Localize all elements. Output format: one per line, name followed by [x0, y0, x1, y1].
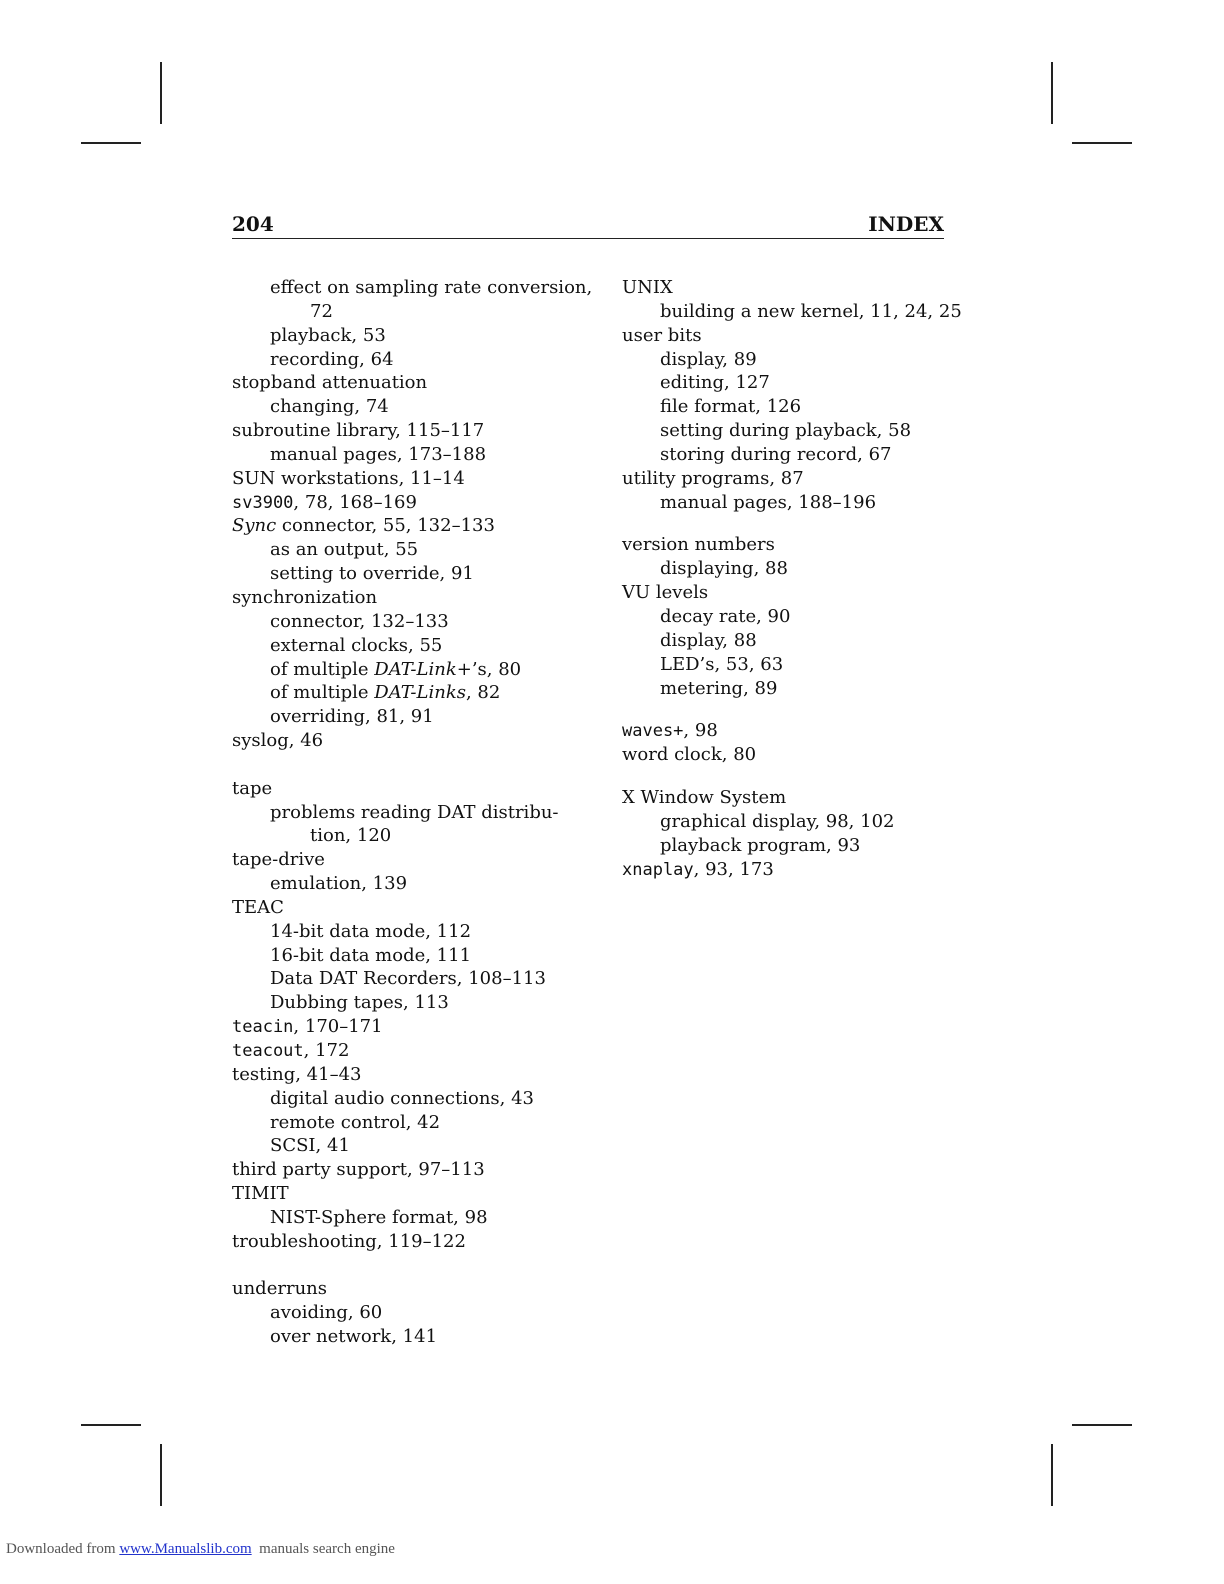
section-gap — [622, 700, 952, 719]
section-gap — [232, 753, 572, 777]
index-subentry: setting during playback, 58 — [660, 420, 912, 442]
italic-term: Sync — [232, 515, 277, 537]
index-subentry: 14-bit data mode, 112 — [270, 920, 472, 942]
index-entry — [622, 719, 952, 743]
index-subentry: file format, 126 — [660, 396, 802, 418]
index-subentry: graphical display, 98, 102 — [660, 810, 895, 832]
index-subentry: playback program, 93 — [660, 834, 861, 856]
index-subentry: manual pages, 188–196 — [660, 491, 877, 513]
footer-suffix: manuals search engine — [251, 1541, 395, 1557]
section-gap — [622, 514, 952, 533]
index-entry: underruns — [232, 1278, 327, 1300]
index-subentry: Data DAT Recorders, 108–113 — [270, 968, 546, 990]
entry-text: of multiple — [270, 658, 375, 680]
manualslib-link[interactable]: www.Manualslib.com — [119, 1541, 252, 1557]
index-entry — [232, 514, 572, 538]
index-continuation: tion, 120 — [310, 825, 392, 847]
page-number: 204 — [232, 212, 274, 236]
index-entry: testing, 41–43 — [232, 1063, 362, 1085]
index-entry: version numbers — [622, 534, 775, 556]
index-subentry — [232, 658, 572, 682]
command-name: sv3900 — [232, 492, 294, 513]
index-subentry: displaying, 88 — [660, 558, 788, 580]
index-subentry: as an output, 55 — [270, 539, 419, 561]
index-subentry: over network, 141 — [270, 1326, 438, 1348]
index-entry — [232, 1039, 572, 1063]
index-subentry: display, 89 — [660, 348, 757, 370]
index-entry: TIMIT — [232, 1183, 289, 1205]
index-entry: user bits — [622, 324, 702, 346]
index-subentry: problems reading DAT distribu- — [270, 801, 559, 823]
index-entry: tape-drive — [232, 849, 325, 871]
index-entry — [232, 1015, 572, 1039]
index-subentry: LED’s, 53, 63 — [660, 653, 784, 675]
crop-mark-top-right-horizontal — [1072, 142, 1132, 144]
index-subentry: recording, 64 — [270, 348, 394, 370]
index-subentry: display, 88 — [660, 629, 757, 651]
index-subentry: NIST-Sphere format, 98 — [270, 1206, 488, 1228]
index-entry: tape — [232, 777, 273, 799]
crop-mark-bottom-left-vertical — [160, 1444, 162, 1506]
index-entry: word clock, 80 — [622, 744, 757, 766]
crop-mark-top-left-horizontal — [81, 142, 141, 144]
index-subentry: avoiding, 60 — [270, 1302, 383, 1324]
command-name: teacout — [232, 1041, 304, 1061]
index-subentry: playback, 53 — [270, 324, 386, 346]
index-subentry: external clocks, 55 — [270, 634, 443, 656]
index-subentry: editing, 127 — [660, 372, 770, 394]
index-entry: third party support, 97–113 — [232, 1159, 485, 1181]
index-entry: synchronization — [232, 586, 378, 608]
index-subentry: metering, 89 — [660, 677, 778, 699]
index-entry: subroutine library, 115–117 — [232, 420, 485, 442]
section-gap — [622, 767, 952, 786]
index-entry: syslog, 46 — [232, 730, 324, 752]
index-entry: X Window System — [622, 787, 787, 809]
page-refs: ’s, 80 — [471, 658, 522, 680]
index-entry: utility programs, 87 — [622, 467, 804, 489]
command-name: xnaplay — [622, 859, 694, 880]
index-entry: TEAC — [232, 896, 284, 918]
page-refs: , 170–171 — [293, 1016, 383, 1038]
index-subentry: setting to override, 91 — [270, 563, 474, 585]
page-refs: , 93, 173 — [693, 858, 774, 880]
index-entry — [622, 858, 952, 882]
entry-text: connector, 55, 132–133 — [276, 515, 495, 537]
page-refs: , 78, 168–169 — [293, 491, 417, 513]
command-name: teacin — [232, 1017, 294, 1038]
section-gap — [232, 1254, 572, 1278]
page-refs: , 82 — [465, 682, 501, 704]
index-subentry: building a new kernel, 11, 24, 25 — [660, 300, 962, 322]
index-subentry: 16-bit data mode, 111 — [270, 944, 472, 966]
index-subentry: decay rate, 90 — [660, 605, 791, 627]
index-entry: UNIX — [622, 277, 673, 298]
index-subentry — [232, 681, 572, 705]
index-continuation: 72 — [310, 300, 333, 322]
index-subentry: connector, 132–133 — [270, 610, 449, 632]
page-refs: , 98 — [683, 720, 718, 742]
command-name: waves+ — [622, 721, 684, 742]
crop-mark-bottom-left-horizontal — [81, 1424, 141, 1426]
index-subentry: Dubbing tapes, 113 — [270, 992, 449, 1014]
page-header — [232, 212, 944, 239]
index-entry: troubleshooting, 119–122 — [232, 1230, 466, 1252]
page-title: INDEX — [868, 212, 944, 236]
index-column-right — [622, 276, 962, 881]
crop-mark-top-right-vertical — [1051, 62, 1053, 124]
page-refs: , 172 — [303, 1040, 350, 1061]
italic-term: DAT-Links — [374, 682, 466, 704]
index-entry: SUN workstations, 11–14 — [232, 467, 465, 489]
index-entry: VU levels — [622, 582, 709, 604]
index-subentry: remote control, 42 — [270, 1111, 441, 1133]
index-subentry: effect on sampling rate conversion, — [270, 277, 593, 298]
crop-mark-bottom-right-vertical — [1051, 1444, 1053, 1506]
index-subentry: SCSI, 41 — [270, 1135, 350, 1157]
index-entry — [232, 491, 572, 515]
footer-prefix: Downloaded from — [6, 1541, 120, 1557]
index-subentry: overriding, 81, 91 — [270, 706, 434, 728]
index-entry: stopband attenuation — [232, 372, 428, 394]
index-subentry: emulation, 139 — [270, 873, 408, 895]
index-subentry: digital audio connections, 43 — [270, 1087, 535, 1109]
index-subentry: manual pages, 173–188 — [270, 443, 487, 465]
download-footer — [6, 1541, 395, 1558]
index-subentry: changing, 74 — [270, 396, 389, 418]
index-subentry: storing during record, 67 — [660, 443, 892, 465]
entry-text: of multiple — [270, 682, 375, 704]
italic-term: DAT-Link+ — [374, 658, 472, 680]
index-column-left — [232, 276, 593, 1349]
crop-mark-top-left-vertical — [160, 62, 162, 124]
crop-mark-bottom-right-horizontal — [1072, 1424, 1132, 1426]
